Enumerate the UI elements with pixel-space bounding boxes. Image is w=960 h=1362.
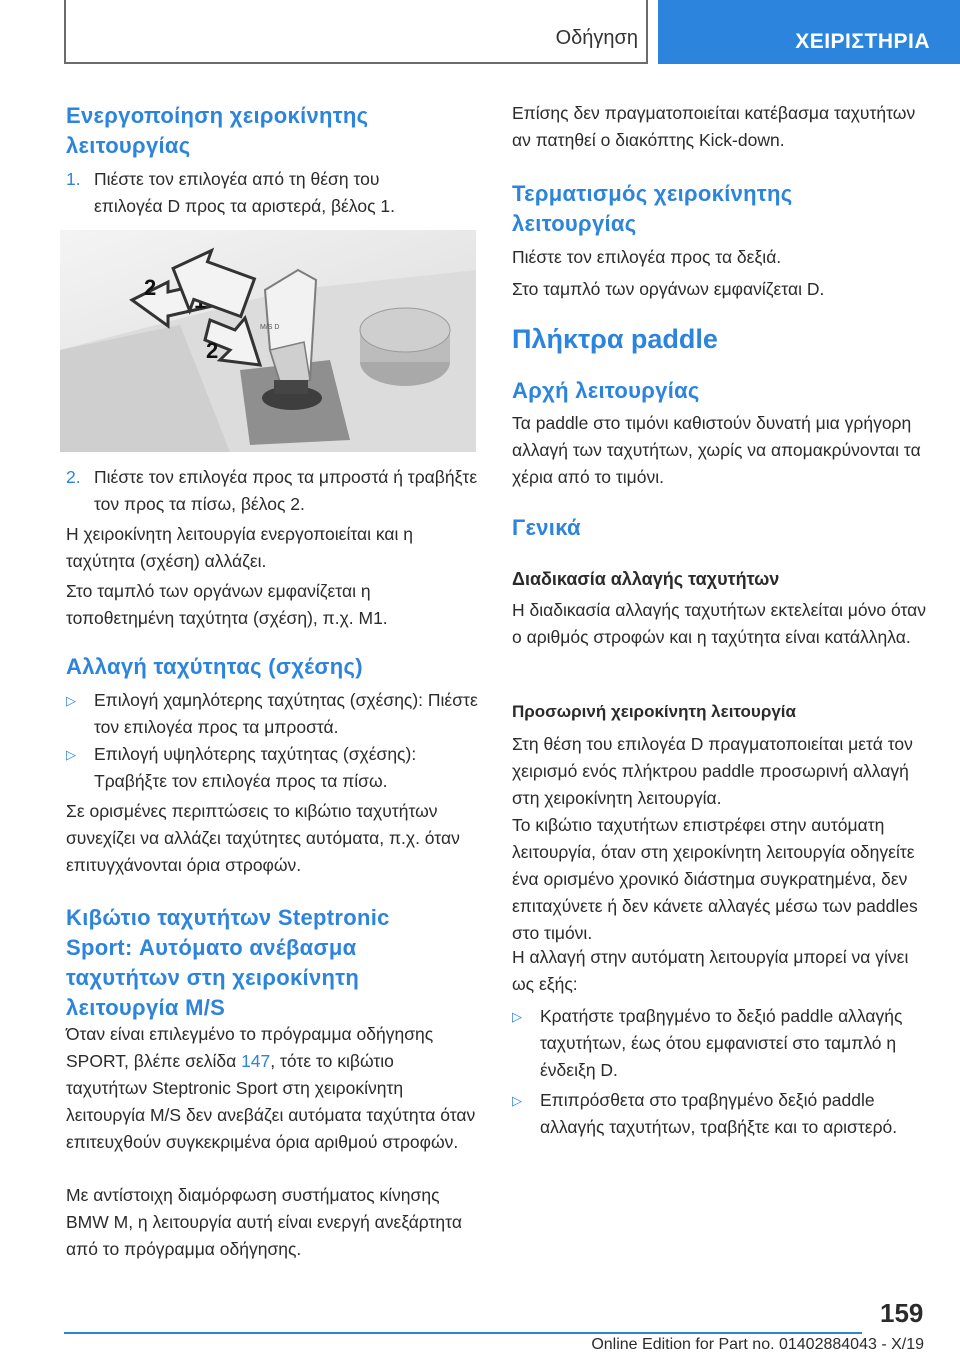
heading-temporary-manual: Προσωρινή χειροκίνητη λειτουργία (512, 702, 796, 721)
step-1-text: Πιέστε τον επιλογέα από τη θέση του επιλογέα D προς τα αριστερά, βέλος 1. (94, 169, 395, 216)
paragraph-sport-program: Όταν είναι επιλεγμένο το πρόγραμμα οδήγησης SPORT, βλέπε σελίδα 147, τότε το κιβώτιο ταχυτήτων Steptronic Sport στη χειροκίνητη λειτουργία M/S δεν ανεβάζει αυτόματα ταχύτητα όταν επιτευχθούν συγκεκριμένα όρια αριθμού στροφών. (66, 1024, 476, 1152)
paragraph-auto-shift: Σε ορισμένες περιπτώσεις το κιβώτιο ταχυτήτων συνεχίζει να αλλάζει ταχύτητες αυτόματα, π.χ. όταν επιτυγχάνονται όρια στροφών. (66, 801, 460, 875)
page-number: 159 (880, 1298, 924, 1328)
paragraph-manual-activated: Η χειροκίνητη λειτουργία ενεργοποιείται και η ταχύτητα (σχέση) αλλάζει. (66, 524, 414, 571)
bullet-icon: ▷ (66, 747, 76, 762)
step-2-number: 2. (66, 467, 81, 487)
step-1-number: 1. (66, 169, 81, 189)
paragraph-return-auto: Το κιβώτιο ταχυτήτων επιστρέφει στην αυτόματη λειτουργία, όταν στη χειροκίνητη λειτουργία οδηγείτε ένα ορισμένο χρονικό διάστημα συγκρατημένα, δεν επιταχύνετε ή δεν κάνετε αλλαγές μέσω των paddles στο τιμόνι. (512, 815, 918, 943)
heading-gear-change: Αλλαγή ταχύτητας (σχέσης) (66, 654, 363, 679)
lever-label: M/S D (260, 324, 280, 331)
paragraph-bmw-m: Με αντίστοιχη διαμόρφωση συστήματος κίνησης BMW M, η λειτουργία αυτή είναι ενεργή ανεξάρτητα από το πρόγραμμα οδήγησης. (66, 1185, 462, 1259)
paragraph-kickdown: Επίσης δεν πραγματοποιείται κατέβασμα ταχυτήτων αν πατηθεί ο διακόπτης Kick-down. (512, 103, 916, 150)
header-section-title: Οδήγηση (555, 27, 638, 49)
bullet-pull-left-paddle: Επιπρόσθετα στο τραβηγμένο δεξιό paddle αλλαγής ταχυτήτων, τραβήξτε και το αριστερό. (540, 1090, 898, 1137)
arrow-2-top-label: 2 (144, 275, 157, 300)
heading-shift-procedure: Διαδικασία αλλαγής ταχυτήτων (512, 569, 780, 589)
bullet-icon: ▷ (66, 693, 76, 708)
bullet-hold-right-paddle: Κρατήστε τραβηγμένο το δεξιό paddle αλλαγής ταχυτήτων, έως ότου εμφανιστεί στο ταμπλό η ένδειξη D. (540, 1006, 903, 1080)
bullet-upshift: Επιλογή υψηλότερης ταχύτητας (σχέσης): Τραβήξτε τον επιλογέα προς τα πίσω. (94, 744, 417, 791)
gear-selector-figure (60, 230, 476, 452)
bullet-downshift: Επιλογή χαμηλότερης ταχύτητας (σχέσης): Πιέστε τον επιλογέα προς τα μπροστά. (94, 690, 478, 737)
heading-paddles: Πλήκτρα paddle (512, 324, 718, 354)
bullet-icon: ▷ (512, 1093, 522, 1108)
heading-principle: Αρχή λειτουργίας (512, 378, 700, 403)
heading-terminate-manual: Τερματισμός χειροκίνητης λειτουργίας (512, 181, 793, 236)
paragraph-gear-displayed: Στο ταμπλό των οργάνων εμφανίζεται η τοποθετημένη ταχύτητα (σχέση), π.χ. M1. (66, 581, 388, 628)
step-2-text: Πιέστε τον επιλογέα προς τα μπροστά ή τραβήξτε τον προς τα πίσω, βέλος 2. (94, 467, 478, 514)
bullet-icon: ▷ (512, 1009, 522, 1024)
gear-selector-illustration (60, 230, 476, 452)
paragraph-shift-conditions: Η διαδικασία αλλαγής ταχυτήτων εκτελείται μόνο όταν ο αριθμός στροφών και η ταχύτητα είναι κατάλληλα. (512, 600, 926, 647)
paragraph-paddles-principle: Τα paddle στο τιμόνι καθιστούν δυνατή μια γρήγορη αλλαγή των ταχυτήτων, χωρίς να απομακρύνονται τα χέρια από το τιμόνι. (512, 413, 921, 487)
footer-edition: Online Edition for Part no. 01402884043 - X/19 (591, 1336, 924, 1353)
header-chapter-tab[interactable]: ΧΕΙΡΙΣΤΗΡΙΑ (658, 0, 960, 64)
paragraph-d-displayed: Στο ταμπλό των οργάνων εμφανίζεται D. (512, 279, 825, 299)
paragraph-temporary-switch: Στη θέση του επιλογέα D πραγματοποιείται μετά τον χειρισμό ενός πλήκτρου paddle προσωρινή αλλαγή στη χειροκίνητη λειτουργία. (512, 734, 913, 808)
heading-general: Γενικά (512, 515, 581, 540)
paragraph-switch-methods: Η αλλαγή στην αυτόματη λειτουργία μπορεί να γίνει ως εξής: (512, 947, 909, 994)
heading-steptronic-sport: Κιβώτιο ταχυτήτων Steptronic Sport: Αυτόματο ανέβασμα ταχυτήτων στη χειροκίνητη λειτουργία M/S (66, 905, 390, 1020)
arrow-2-bottom-label: 2 (206, 338, 219, 363)
heading-activate-manual: Ενεργοποίηση χειροκίνητης λειτουργίας (66, 103, 369, 158)
paragraph-press-right: Πιέστε τον επιλογέα προς τα δεξιά. (512, 247, 782, 267)
page-ref-link[interactable]: 147 (241, 1051, 271, 1071)
footer-divider (64, 1332, 862, 1334)
